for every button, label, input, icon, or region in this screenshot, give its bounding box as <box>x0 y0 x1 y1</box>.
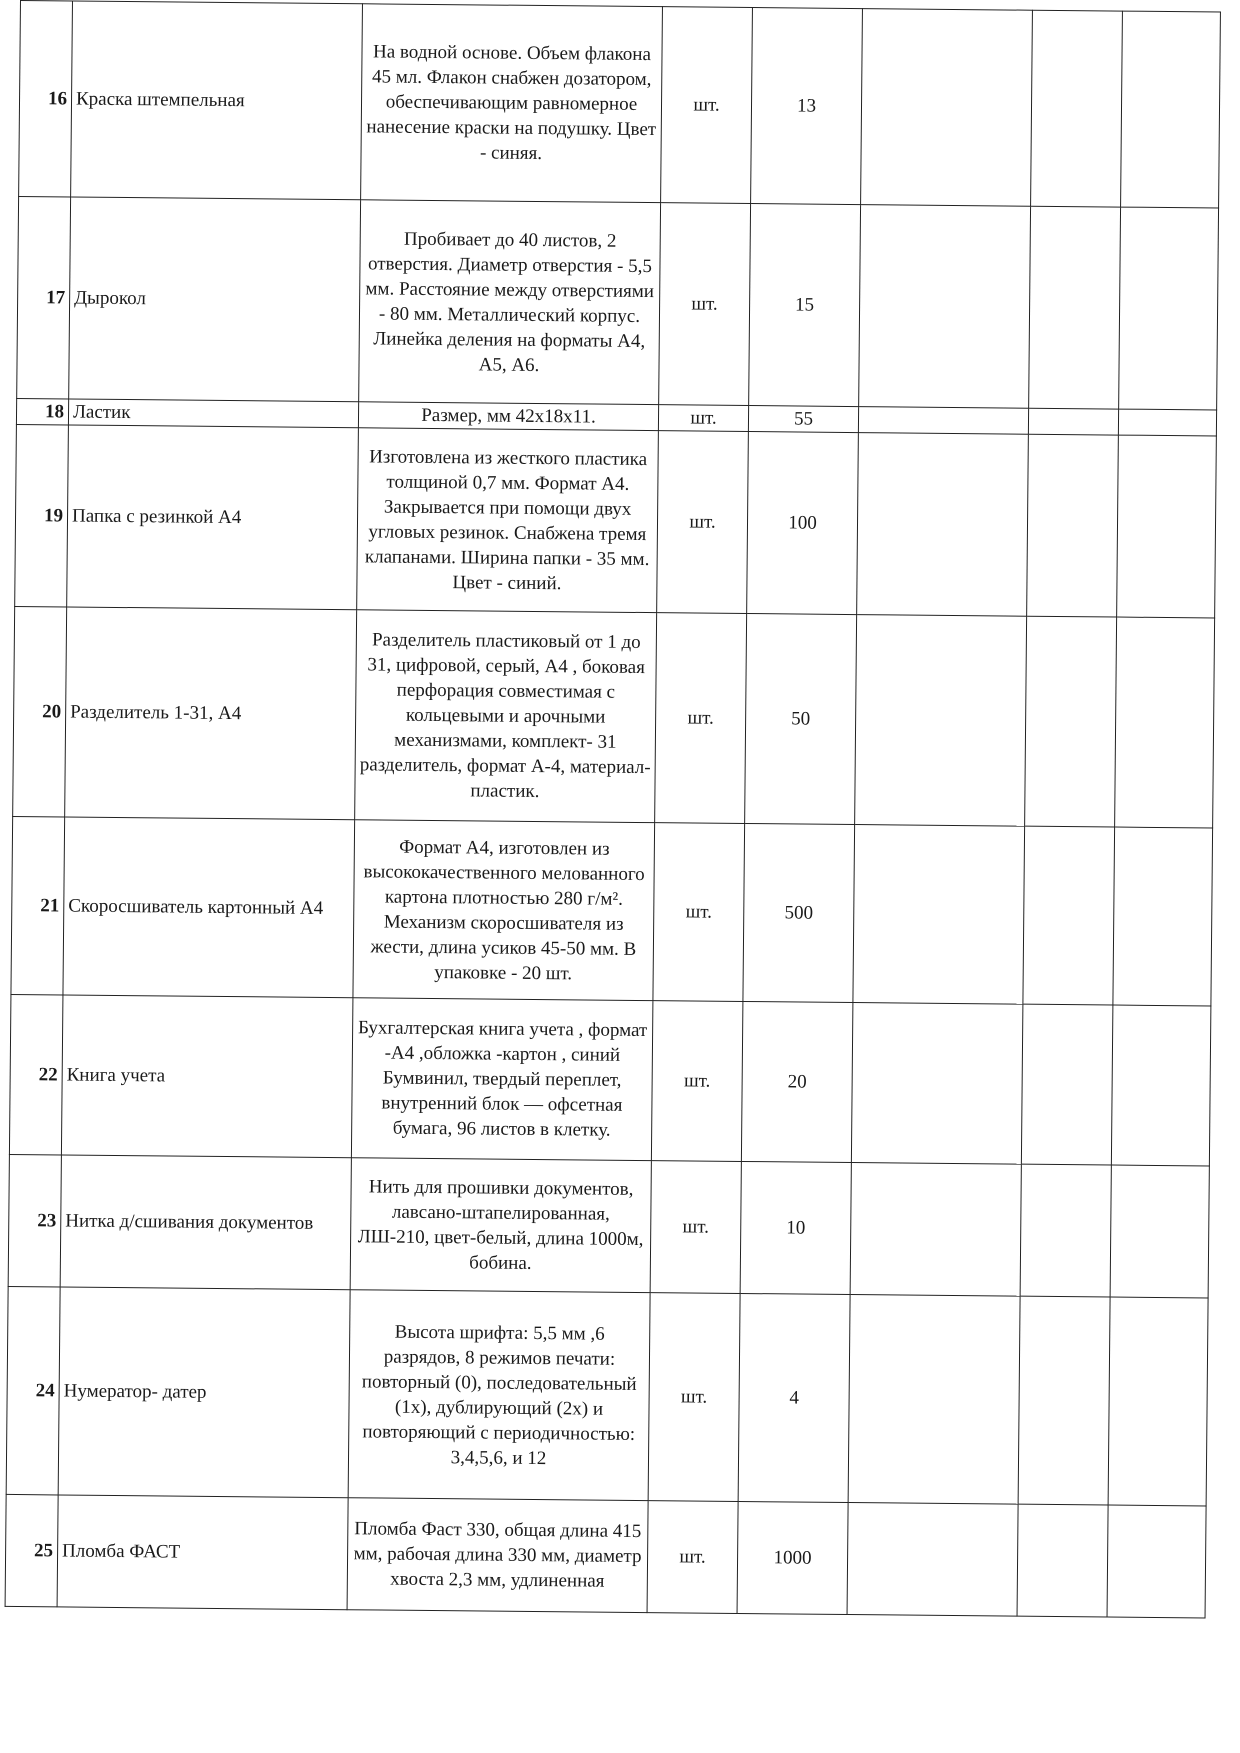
item-description: Изготовлена из жесткого пластика толщиной 0,7 мм. Формат А4. Закрывается при помощи двух угловых резинок. Снабжена тремя клапанами. Ширина папки - 35 мм. Цвет - синий. <box>357 428 659 613</box>
empty-cell <box>1025 616 1117 827</box>
item-quantity: 15 <box>749 204 861 407</box>
empty-cell <box>858 407 1028 435</box>
item-name: Папка с резинкой А4 <box>67 425 359 610</box>
item-quantity: 500 <box>743 823 855 1002</box>
empty-cell <box>853 825 1025 1005</box>
empty-cell <box>1119 207 1219 410</box>
table-row <box>6 1286 1208 1506</box>
empty-cell <box>1107 1505 1206 1618</box>
empty-cell <box>1113 827 1213 1006</box>
item-description: Бухгалтерская книга учета , формат -А4 ,обложка -картон , синий Бумвинил, твердый переплет, внутренний блок — офсетная бумага, 96 листов в клетку. <box>351 998 653 1161</box>
empty-cell <box>861 9 1033 207</box>
item-unit: шт. <box>661 7 753 204</box>
empty-cell <box>855 615 1027 827</box>
empty-cell <box>1029 206 1121 409</box>
item-description: Размер, мм 42x18x11. <box>358 402 658 431</box>
item-description: Разделитель пластиковый от 1 до 31, цифровой, серый, А4 , боковая перфорация совместимая с кольцевыми и арочными механизмами, комплект- 31 разделитель, формат А-4, материал-пластик. <box>355 610 657 823</box>
item-name: Краска штемпельная <box>71 1 363 200</box>
item-unit: шт. <box>647 1501 738 1614</box>
empty-cell <box>1017 1504 1108 1617</box>
item-description: Пломба Фаст 330, общая длина 415 мм, рабочая длина 330 мм, диаметр хвоста 2,3 мм, удлиненная <box>347 1498 648 1613</box>
table-row <box>13 606 1215 828</box>
empty-cell <box>1121 11 1221 208</box>
empty-cell <box>1110 1165 1209 1298</box>
row-number: 19 <box>15 424 69 606</box>
item-name: Ластик <box>68 399 358 428</box>
empty-cell <box>848 1295 1020 1505</box>
item-description: Высота шрифта: 5,5 мм ,6 разрядов, 8 режимов печати: повторный (0), последовательный (1х), дублирующий (2х) и повторяющий с периодичностью: 3,4,5,6, и 12 <box>348 1290 650 1501</box>
item-unit: шт. <box>659 203 751 406</box>
item-description: На водной основе. Объем флакона 45 мл. Флакон снабжен дозатором, обеспечивающим равномерное нанесение краски на подушку. Цвет - синяя. <box>361 4 663 203</box>
row-number: 24 <box>6 1286 60 1494</box>
row-number: 25 <box>5 1494 58 1606</box>
item-quantity: 55 <box>748 406 858 433</box>
empty-cell <box>851 1003 1023 1165</box>
empty-cell <box>1111 1005 1211 1166</box>
empty-cell <box>857 433 1029 617</box>
row-number: 16 <box>19 1 73 197</box>
empty-cell <box>847 1503 1018 1617</box>
row-number: 17 <box>17 196 71 398</box>
row-number: 21 <box>11 816 65 994</box>
empty-cell <box>1021 1004 1113 1165</box>
table-row <box>8 1154 1209 1298</box>
empty-cell <box>1115 617 1215 828</box>
item-unit: шт. <box>657 431 749 614</box>
item-quantity: 1000 <box>737 1501 848 1614</box>
empty-cell <box>1117 435 1217 618</box>
empty-cell <box>1020 1164 1111 1297</box>
item-quantity: 13 <box>751 8 863 205</box>
item-description: Нить для прошивки документов, лавсано-штапелированная, ЛШ-210, цвет-белый, длина 1000м, бобина. <box>350 1158 651 1293</box>
row-number: 22 <box>9 994 63 1154</box>
empty-cell <box>1108 1297 1208 1506</box>
item-quantity: 50 <box>745 614 857 825</box>
item-name: Книга учета <box>61 995 353 1158</box>
table-row <box>17 196 1219 410</box>
item-unit: шт. <box>650 1161 741 1294</box>
item-description: Пробивает до 40 листов, 2 отверстия. Диаметр отверстия - 5,5 мм. Расстояние между отверстиями - 80 мм. Металлический корпус. Линейка деления на форматы А4, А5, А6. <box>359 200 661 405</box>
document-page <box>20 0 1220 1700</box>
item-description: Формат А4, изготовлен из высококачественного мелованного картона плотностью 280 г/м². Механизм скоросшивателя из жести, длина усиков 45-50 мм. В упаковке - 20 шт. <box>353 820 655 1001</box>
item-name: Скоросшиватель картонный А4 <box>63 817 355 998</box>
empty-cell <box>1018 1296 1110 1505</box>
item-quantity: 4 <box>738 1293 850 1502</box>
item-quantity: 10 <box>740 1161 851 1294</box>
table-row <box>11 816 1213 1006</box>
goods-table <box>5 0 1221 1618</box>
item-unit: шт. <box>653 823 745 1002</box>
item-unit: шт. <box>648 1293 740 1502</box>
item-quantity: 20 <box>741 1001 853 1162</box>
item-unit: шт. <box>658 405 748 432</box>
table-row <box>9 994 1210 1166</box>
item-unit: шт. <box>655 613 747 824</box>
empty-cell <box>1118 409 1216 436</box>
empty-cell <box>1027 434 1119 617</box>
empty-cell <box>850 1163 1021 1297</box>
empty-cell <box>859 205 1031 409</box>
empty-cell <box>1031 10 1123 207</box>
item-quantity: 100 <box>747 432 859 615</box>
item-unit: шт. <box>651 1001 743 1162</box>
row-number: 23 <box>8 1154 61 1286</box>
row-number: 20 <box>13 606 67 816</box>
table-row <box>19 1 1221 209</box>
item-name: Разделитель 1-31, А4 <box>65 607 357 820</box>
empty-cell <box>1028 408 1118 435</box>
item-name: Пломба ФАСТ <box>57 1495 348 1610</box>
item-name: Нумератор- датер <box>58 1287 350 1498</box>
table-row <box>15 424 1217 618</box>
row-number: 18 <box>16 398 68 424</box>
item-name: Дырокол <box>69 197 361 402</box>
item-name: Нитка д/сшивания документов <box>60 1155 351 1290</box>
table-row <box>5 1494 1206 1618</box>
empty-cell <box>1023 826 1115 1005</box>
